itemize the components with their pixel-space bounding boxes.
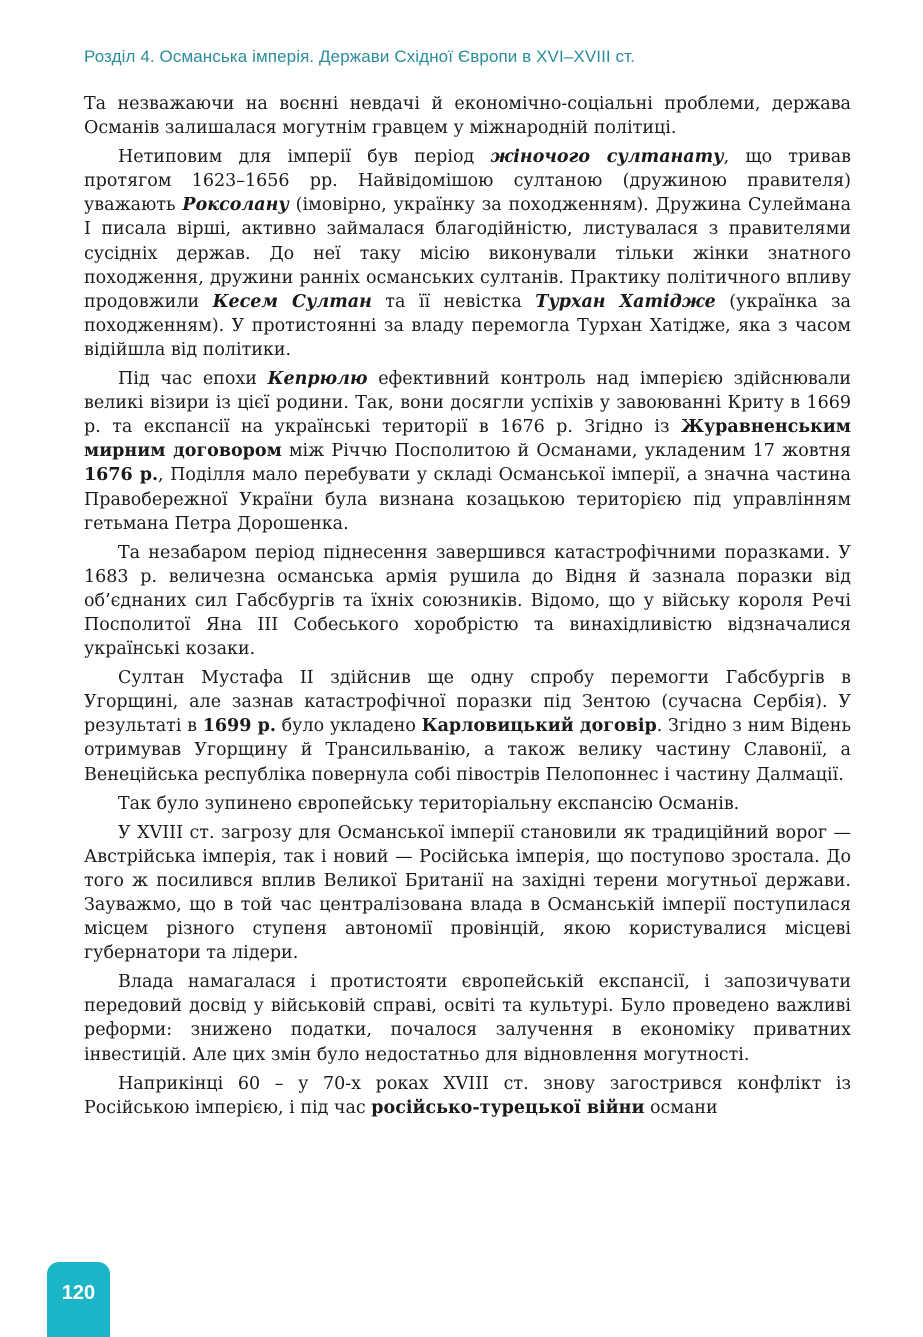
text-segment: , Поділля мало перебувати у складі Османської імперії, а значна частина Правобережної України була визнана козацькою територією під управлінням гетьмана Петра Дорошенка. — [84, 465, 851, 534]
paragraph — [84, 821, 851, 966]
emphasized-term: жіночого султанату — [490, 147, 724, 168]
text-segment: Наприкінці 60 – у 70-х роках XVIII ст. знову загострився конфлікт із Російською імперією, і під час — [84, 1073, 851, 1118]
paragraph — [84, 792, 851, 816]
text-segment: Султан Мустафа ІІ здійснив ще одну спробу перемогти Габсбургів в Угорщині, але зазнав катастрофічної поразки під Зентою (сучасна Сербія). У результаті в — [84, 668, 851, 737]
chapter-header: Розділ 4. Османська імперія. Держави Східної Європи в XVI–XVIII ст. — [84, 47, 635, 66]
text-segment: (імовірно, українку за походженням). Дружина Сулеймана І писала вірші, активно займалася благодійністю, листувалася з правителями сусідніх держав. До неї таку місію виконували тільки жінки знатного походження, дружини ранніх османських султанів. Практику політичного впливу продовжили — [84, 195, 852, 312]
text-segment: . Згідно з ним Відень отримував Угорщину й Трансильванію, а також велику частину Славонії, а Венеційська республіка повернула собі півострів Пелопоннес і частину Далмації. — [84, 716, 851, 785]
emphasized-term: Кепрюлю — [267, 369, 368, 390]
paragraph — [84, 92, 851, 140]
text-segment: Та незабаром період піднесення завершився катастрофічними поразками. У 1683 р. величезна османська армія рушила до Відня й зазнала поразки від об’єднаних сил Габсбургів та їхніх союзників. Відомо, що у війську короля Речі Посполитої Яна ІІІ Собеського хоробрістю та винахідливістю відзначалися українські козаки. — [84, 542, 851, 660]
text-segment: У XVIII ст. загрозу для Османської імперії становили як традиційний ворог — Австрійська імперія, так і новий — Російська імперія, що поступово зростала. До того ж посилився вплив Великої Британії на західні терени могутньої держави. Зауважмо, що в той час централізована влада в Османській імперії поступилася місцем різного ступеня автономії провінцій, якою користувалися місцеві губернатори та лідери. — [84, 822, 851, 964]
paragraph — [84, 541, 851, 661]
bold-term: Журавненським мирним договором — [84, 417, 851, 462]
text-segment: Влада намагалася і протистояти європейській експансії, і запозичувати передовий досвід у військовій справі, освіті та культурі. Було проведено важливі реформи: знижено податки, почалося залучення в економіку приватних інвестицій. Але цих змін було недостатньо для відновлення могутності. — [84, 972, 851, 1065]
text-segment: Та незважаючи на воєнні невдачі й економічно-соціальні проблеми, держава Османів залишалася могутнім гравцем у міжнародній політиці. — [84, 94, 851, 139]
paragraph — [84, 145, 851, 362]
text-segment: , що тривав протягом 1623–1656 рр. Найвідомішою султаною (дружиною правителя) уважають — [84, 147, 851, 216]
text-segment: ефективний контроль над імперією здійснювали великі візири із цієї родини. Так, вони досягли успіхів у завоюванні Криту в 1669 р. та експансії на українські території в 1676 р. Згідно із — [84, 369, 852, 438]
main-text — [84, 92, 851, 1125]
text-segment: Так було зупинено європейську територіальну експансію Османів. — [118, 793, 740, 814]
emphasized-term: Турхан Хатідже — [535, 291, 716, 312]
paragraph — [84, 970, 851, 1066]
bold-term: 1676 р. — [84, 465, 159, 486]
paragraph — [84, 666, 851, 786]
paragraph — [84, 1072, 851, 1120]
page-number-tab — [47, 1262, 110, 1337]
bold-term: Карловицький договір — [421, 716, 657, 737]
text-segment: османи — [644, 1097, 718, 1118]
text-segment: (українка за походженням). У протистоянні за владу перемогла Турхан Хатідже, яка з часом відійшла від політики. — [84, 291, 851, 360]
page-number: 120 — [61, 1282, 96, 1304]
emphasized-term: Роксолану — [182, 195, 289, 216]
text-segment: Нетиповим для імперії був період — [118, 147, 491, 168]
text-segment: між Річчю Посполитою й Османами, укладеним 17 жовтня — [281, 441, 851, 462]
text-segment: було укладено — [275, 716, 422, 737]
text-segment: Під час епохи — [118, 369, 268, 390]
bold-term: російсько-турецької війни — [371, 1097, 645, 1118]
bold-term: 1699 р. — [202, 716, 276, 737]
text-segment: та її невістка — [371, 291, 536, 312]
paragraph — [84, 367, 851, 536]
emphasized-term: Кесем Султан — [212, 291, 372, 312]
